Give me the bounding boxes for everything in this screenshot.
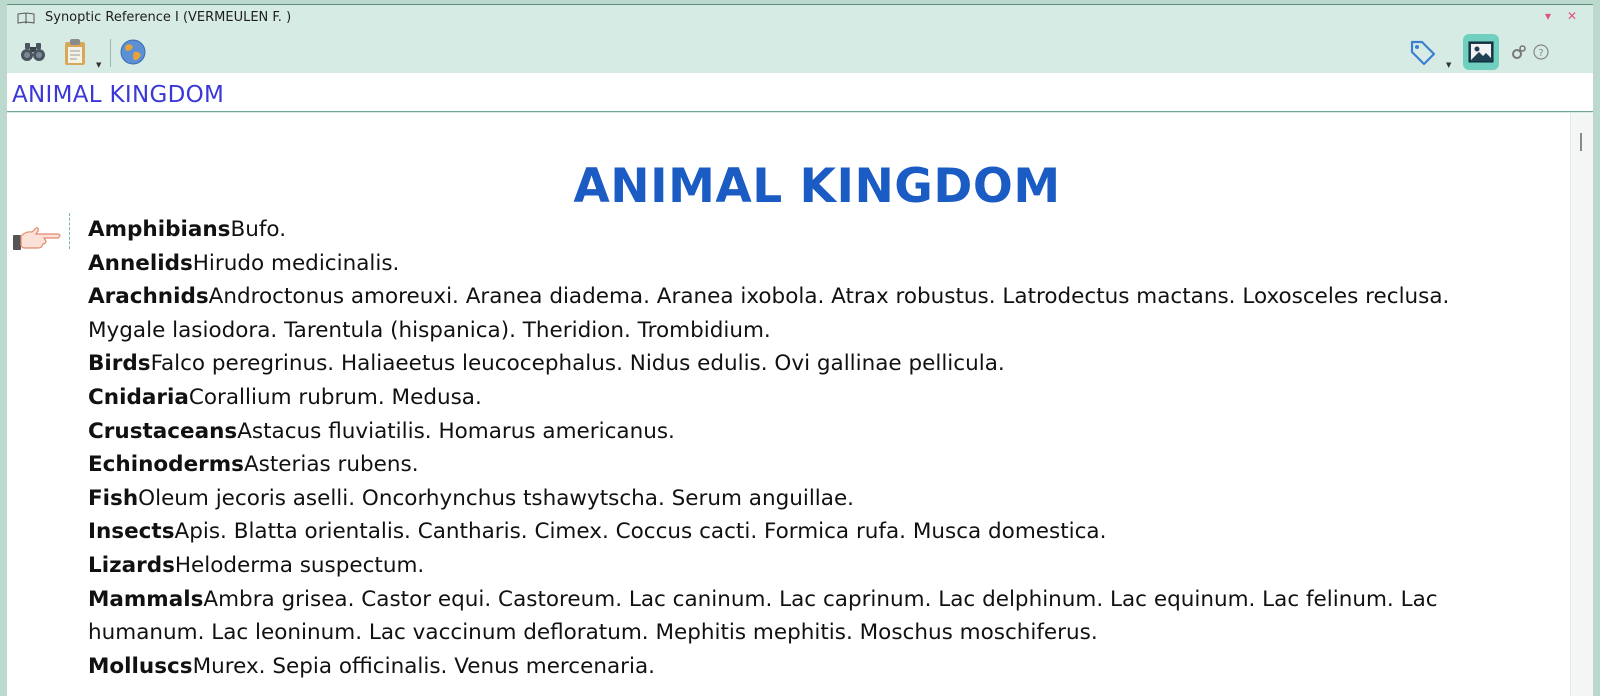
- tag-icon[interactable]: [1407, 36, 1439, 68]
- entry-remedies[interactable]: Bufo.: [230, 217, 287, 242]
- toolbar: [7, 31, 1593, 73]
- section-heading: ANIMAL KINGDOM: [12, 82, 225, 108]
- entry-remedies[interactable]: Heloderma suspectum.: [174, 552, 425, 578]
- entry-remedies[interactable]: Androctonus amoreuxi. Aranea diadema. Aranea ixobola. Atrax robustus. Latrodectus mactans. Loxosceles reclusa. Mygale lasiodora. Tarentula (hispanica). Theridion. Trombidium.: [88, 284, 1450, 343]
- entry-category[interactable]: Insects: [88, 519, 175, 545]
- entry-category[interactable]: Fish: [88, 485, 139, 511]
- app-window: [7, 4, 1593, 696]
- list-item: [88, 347, 1508, 381]
- entry-category[interactable]: Crustaceans: [88, 418, 238, 444]
- entry-category[interactable]: Molluscs: [88, 653, 193, 679]
- window-title: Synoptic Reference I (VERMEULEN F. ): [45, 10, 292, 25]
- toolbar-separator: [110, 39, 111, 67]
- entry-category[interactable]: Lizards: [88, 552, 175, 578]
- list-item: [88, 280, 1508, 347]
- entry-remedies[interactable]: Apis. Blatta orientalis. Cantharis. Cimex. Coccus cacti. Formica rufa. Musca domestica.: [174, 519, 1107, 545]
- image-view-icon[interactable]: [1463, 34, 1499, 70]
- entry-category[interactable]: Cnidaria: [88, 384, 189, 410]
- list-item: [88, 482, 1508, 516]
- list-item: [88, 247, 1508, 281]
- clipboard-dropdown-icon[interactable]: ▼: [96, 61, 102, 69]
- entry-remedies[interactable]: Oleum jecoris aselli. Oncorhynchus tshawytscha. Serum anguillae.: [138, 485, 855, 511]
- tag-dropdown-icon[interactable]: ▼: [1446, 61, 1452, 69]
- entry-remedies[interactable]: Astacus fluviatilis. Homarus americanus.: [237, 418, 675, 444]
- help-icon[interactable]: [1531, 36, 1551, 68]
- entry-category[interactable]: Birds: [88, 351, 151, 377]
- entry-remedies[interactable]: Ambra grisea. Castor equi. Castoreum. Lac caninum. Lac caprinum. Lac delphinum. Lac equinum. Lac felinum. Lac humanum. Lac leoninum. Lac vaccinum defloratum. Mephitis mephitis. Moschus moschiferus.: [88, 586, 1438, 646]
- entry-category[interactable]: Arachnids: [88, 284, 209, 310]
- entry-remedies[interactable]: Falco peregrinus. Haliaeetus leucocephalus. Nidus edulis. Ovi gallinae pellicula.: [150, 351, 1005, 377]
- settings-icon[interactable]: [1509, 36, 1529, 68]
- entry-category[interactable]: Annelids: [88, 250, 193, 276]
- book-icon: [17, 12, 35, 24]
- margin-marker: [69, 213, 70, 249]
- title-bar: [7, 5, 1593, 31]
- list-item: [88, 650, 1508, 684]
- entry-remedies[interactable]: Hirudo medicinalis.: [192, 250, 400, 276]
- pointing-hand-icon: [12, 224, 64, 250]
- entry-remedies[interactable]: Corallium rubrum. Medusa.: [188, 384, 482, 410]
- section-header: [7, 73, 1593, 112]
- clipboard-icon[interactable]: [59, 36, 91, 68]
- list-item: [88, 583, 1508, 650]
- window-menu-icon[interactable]: ▾: [1545, 9, 1552, 23]
- svg-text:?: ?: [1538, 48, 1544, 59]
- entry-list: [88, 213, 1508, 683]
- scrollbar-thumb[interactable]: [1580, 133, 1582, 151]
- entry-category[interactable]: Amphibians: [88, 217, 231, 242]
- entry-remedies[interactable]: Asterias rubens.: [243, 452, 419, 478]
- entry-category[interactable]: Mammals: [88, 586, 204, 612]
- list-item: [88, 448, 1508, 482]
- vertical-scrollbar[interactable]: [1570, 113, 1593, 696]
- entry-category[interactable]: Echinoderms: [88, 452, 244, 478]
- entry-remedies[interactable]: Murex. Sepia officinalis. Venus mercenaria.: [192, 653, 655, 679]
- binoculars-icon[interactable]: [17, 36, 49, 68]
- list-item: [88, 549, 1508, 583]
- close-icon[interactable]: ✕: [1567, 9, 1578, 23]
- list-item: [88, 415, 1508, 449]
- document-title: ANIMAL KINGDOM: [573, 159, 1061, 214]
- list-item: [88, 381, 1508, 415]
- list-item: [88, 515, 1508, 549]
- globe-icon[interactable]: [117, 36, 149, 68]
- document-view[interactable]: [7, 113, 1593, 696]
- list-item: [88, 213, 1508, 247]
